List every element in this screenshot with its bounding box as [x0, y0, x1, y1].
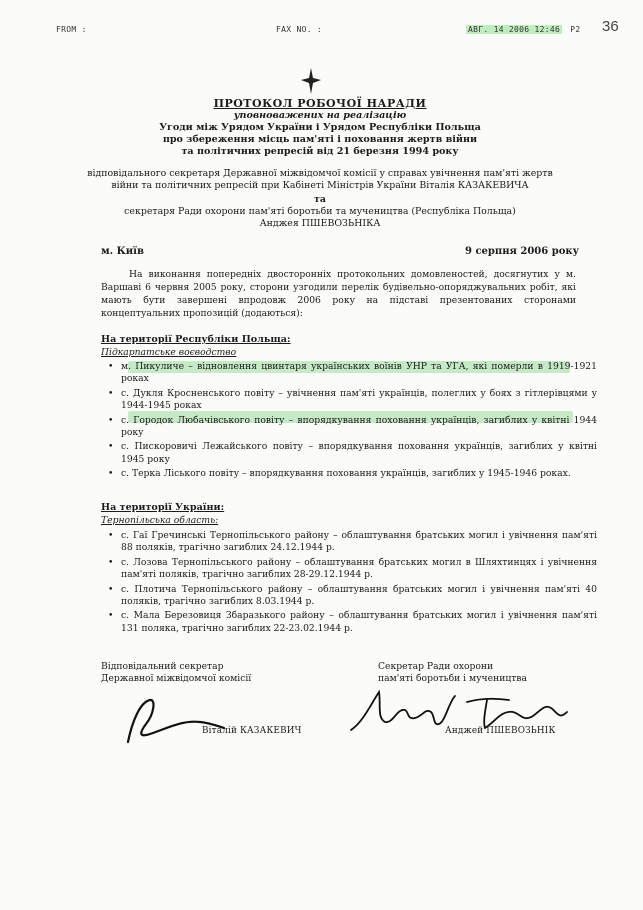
handwritten-page-number: 36: [602, 18, 619, 35]
left-signature: [120, 692, 230, 752]
fax-page-code: P2: [570, 25, 581, 34]
ukraine-heading: На території України:: [101, 502, 225, 513]
fax-from-label: FROM :: [56, 25, 87, 34]
poland-list: [101, 361, 597, 483]
list-item: • с. Терка Ліського повіту – впорядкування поховання українців, загиблих у 1945-1946 роках.: [121, 468, 597, 480]
date: 9 серпня 2006 року: [465, 246, 579, 257]
list-item: • с. Дукля Кросненського повіту – увічнення пам'яті українців, полеглих у боях з гітлерівцями у 1944-1945 роках: [121, 388, 597, 413]
parties-line-3: секретаря Ради охорони пам'яті боротьби та мучеництва (Республіка Польща): [124, 206, 516, 217]
right-signatory-name: Анджей ПШЕВОЗЬНІК: [445, 726, 556, 736]
fax-date-time: [466, 25, 580, 34]
list-item: • с. Плотича Тернопільського району – облаштування братських могил і увічнення пам'яті 40 поляків, трагічно загиблих 8.03.1944 р.: [121, 584, 597, 609]
list-item: • с. Городок Любачівського повіту – впорядкування поховання українців, загиблих у квітні 1944 року: [121, 415, 597, 440]
list-item: • м. Пикуличе – відновлення цвинтаря українських воїнів УНР та УГА, які померли в 1919-1921 роках: [121, 361, 597, 386]
list-item: • с. Гаї Гречинські Тернопільського району – облаштування братських могил і увічнення пам'яті 88 поляків, трагічно загиблих 24.12.1944 р.: [121, 530, 597, 555]
parties-block: [60, 168, 580, 230]
parties-line-1: відповідального секретаря Державної міжвідомчої комісії у справах увічнення пам'яті жертв: [87, 168, 553, 179]
title-line-5: та політичних репресій від 21 березня 1994 року: [181, 146, 459, 157]
fax-date-time-text: АВГ. 14 2006 12:46: [468, 25, 561, 34]
poland-region: Підкарпатське воєводство: [101, 347, 237, 358]
right-signatory-line-2: пам'яті боротьби і мучеництва: [378, 673, 527, 684]
emblem-icon: [298, 66, 324, 96]
list-item: • с. Пискоровичі Лежайського повіту – впорядкування поховання українців, загиблих у квітні 1945 року: [121, 441, 597, 466]
parties-line-4: Анджея ПШЕВОЗЬНІКА: [259, 218, 381, 229]
parties-and: та: [314, 194, 326, 205]
fax-number-label: FAX NO. :: [276, 25, 323, 34]
document-title: [60, 98, 580, 158]
title-line-3: Угоди між Урядом України і Урядом Республіки Польща: [159, 122, 481, 133]
left-signatory-name: Віталій КАЗАКЕВИЧ: [202, 726, 302, 736]
left-signatory-line-2: Державної міжвідомчої комісії: [101, 673, 252, 684]
left-signatory-line-1: Відповідальний секретар: [101, 661, 224, 672]
place: м. Київ: [101, 246, 144, 257]
right-signatory-line-1: Секретар Ради охорони: [378, 661, 494, 672]
list-item: • с. Мала Березовиця Збаразького району – облаштування братських могил і увічнення пам'яті 131 поляка, трагічно загиблих 22-23.02.1944 р.: [121, 610, 597, 635]
title-line-2: уповноважених на реалізацію: [233, 110, 407, 121]
parties-line-2: війни та політичних репресій при Кабінеті Міністрів України Віталія КАЗАКЕВИЧА: [111, 180, 529, 191]
poland-heading: На території Республіки Польща:: [101, 334, 291, 345]
left-signatory-title: [101, 661, 251, 685]
title-line-1: ПРОТОКОЛ РОБОЧОЇ НАРАДИ: [213, 97, 427, 110]
ukraine-region: Тернопільська область:: [101, 515, 219, 526]
intro-paragraph: На виконання попередніх двосторонніх протокольних домовленостей, досягнутих у м. Варшаві 6 червня 2005 року, сторони узгодили перелік будівельно-опоряджувальних робіт, які мають бути завершені впродовж 2006 року на підставі презентованих сторонами концептуальних пропозицій (додаються):: [101, 269, 576, 319]
title-line-4: про збереження місць пам'яті і поховання жертв війни: [162, 134, 478, 145]
ukraine-list: [101, 530, 597, 637]
list-item: • с. Лозова Тернопільського району – облаштування братських могил в Шляхтинцях і увічнення пам'яті поляків, трагічно загиблих 28-29.12.1944 р.: [121, 557, 597, 582]
